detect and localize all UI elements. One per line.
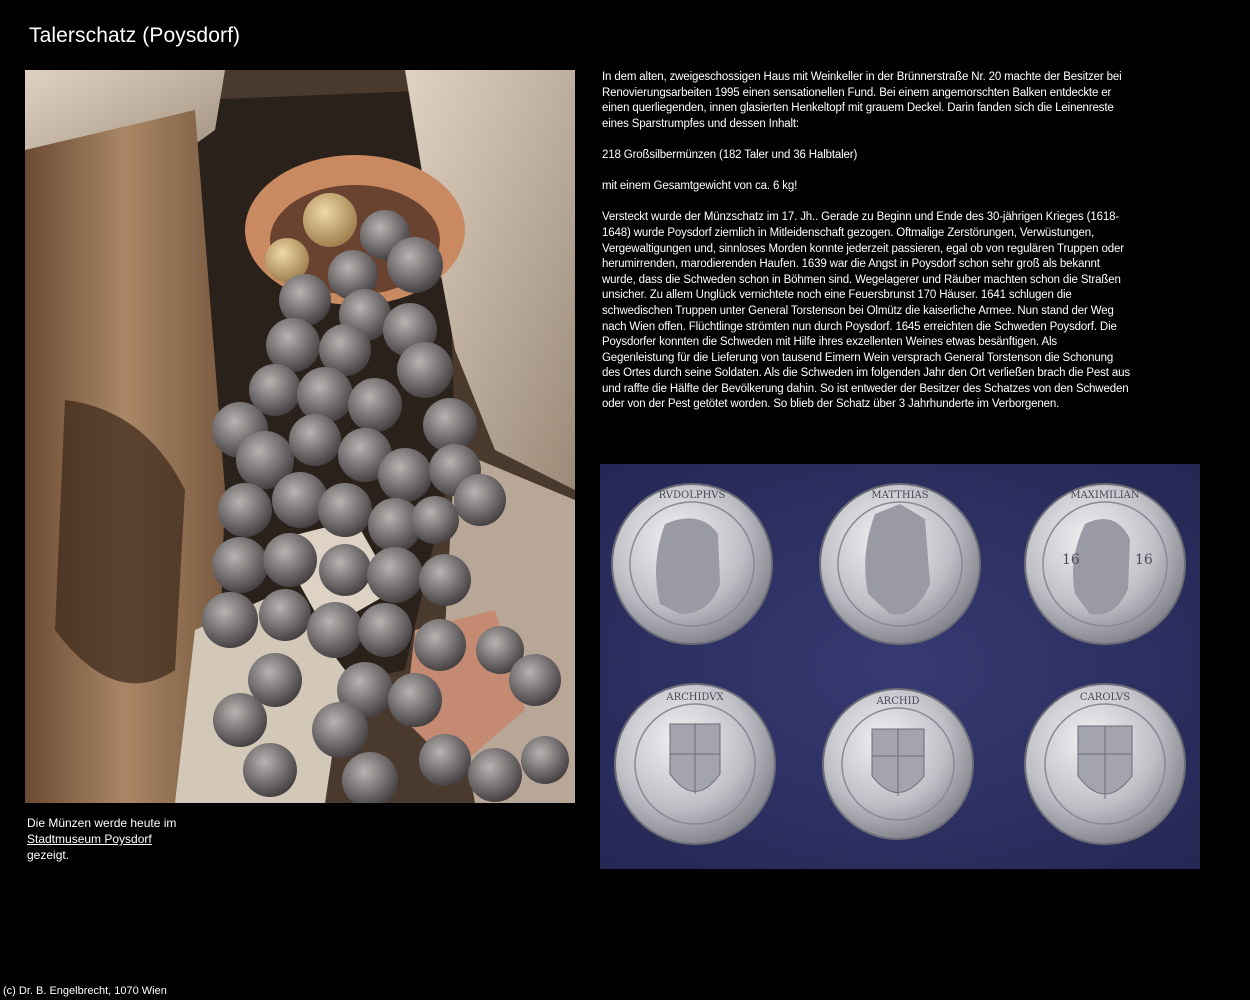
coins-illustration bbox=[600, 464, 1200, 869]
coin-legend-1: RVDOLPHVS bbox=[658, 490, 726, 501]
stadtmuseum-link[interactable]: Stadtmuseum Poysdorf bbox=[27, 832, 152, 846]
coin-legend-6: CAROLVS bbox=[1079, 692, 1131, 703]
coin-year-right: 16 bbox=[1135, 552, 1153, 568]
coin-hoard-illustration bbox=[25, 70, 575, 803]
coin-arms-3 bbox=[1025, 684, 1185, 844]
coin-legend-2: MATTHIAS bbox=[871, 490, 929, 501]
footer-copyright: (c) Dr. B. Engelbrecht, 1070 Wien bbox=[3, 985, 167, 997]
coin-legend-5: ARCHID bbox=[876, 696, 920, 707]
coin-matthias bbox=[820, 484, 980, 644]
coin-legend-4: ARCHIDVX bbox=[666, 692, 724, 703]
silver-coins-photo[interactable] bbox=[600, 464, 1200, 869]
article-paragraph-4: Versteckt wurde der Münzschatz im 17. Jh.. Gerade zu Beginn und Ende des 30-jährigen Krieges (1618-1648) wurde Poysdorf ziemlich in Mitleidenschaft gezogen. Oftmalige Zerstörungen, Verwüstungen, Vergewaltigungen und, sinnloses Morden konnte jederzeit passieren, egal ob von regulären Truppen oder herumirrenden, marodierenden Haufen. 1639 war die Angst in Poysdorf schon sehr groß als bekannt wurde, dass die Schweden schon in Böhmen sind. Wegelagerer und Räuber machten schon die Straßen unsicher. Zu allem Unglück vernichtete noch eine Feuersbrunst 170 Häuser. 1641 schlugen die schwedischen Truppen unter General Torstenson bei Olmütz die kaiserliche Armee. Nun stand der Weg nach Wien offen. Flüchtlinge strömten nun durch Poysdorf. 1645 erreichten die Schweden Poysdorf. Die Poysdorfer konnten die Schweden mit Hilfe ihres exzellenten Weines etwas besänftigen. Als Gegenleistung für die Lieferung von tausend Eimern Wein versprach General Torstenson die Schonung des Ortes durch seine Soldaten. Als die Schweden im folgenden Jahr den Ort verließen brach die Pest aus und raffte die Hälfte der Bevölkerung dahin. So ist entweder der Besitzer des Schatzes von den Schweden oder von der Pest getötet worden. So blieb der Schatz über 3 Jahrhunderte im Verborgenen. bbox=[602, 211, 1130, 411]
caption-line3: gezeigt. bbox=[27, 848, 70, 862]
coin-arms-1 bbox=[615, 684, 775, 844]
article-paragraph-2: 218 Großsilbermünzen (182 Taler und 36 Halbtaler) bbox=[602, 148, 858, 161]
coin-year-left: 16 bbox=[1062, 552, 1080, 568]
page-title: Talerschatz (Poysdorf) bbox=[29, 24, 241, 47]
article-paragraph-3: mit einem Gesamtgewicht von ca. 6 kg! bbox=[602, 180, 798, 193]
coin-arms-2 bbox=[823, 689, 973, 839]
article-paragraph-1: In dem alten, zweigeschossigen Haus mit Weinkeller in der Brünnerstraße Nr. 20 machte der Besitzer bei Renovierungsarbeiten 1995 einen sensationellen Fund. Bei einem angemorschten Balken entdeckte er einen querliegenden, innen glasierten Henkeltopf mit grauem Deckel. Darin fanden sich die Leinenreste eines Sparstrumpfes und dessen Inhalt: bbox=[602, 71, 1122, 130]
article-text bbox=[602, 70, 1132, 429]
coin-hoard-photo[interactable] bbox=[25, 70, 575, 803]
photo-caption bbox=[27, 815, 227, 863]
coin-maximilian bbox=[1025, 484, 1185, 644]
caption-line1: Die Münzen werde heute im bbox=[27, 816, 177, 830]
coin-rudolph bbox=[612, 484, 772, 644]
coin-legend-3: MAXIMILIAN bbox=[1070, 490, 1140, 501]
